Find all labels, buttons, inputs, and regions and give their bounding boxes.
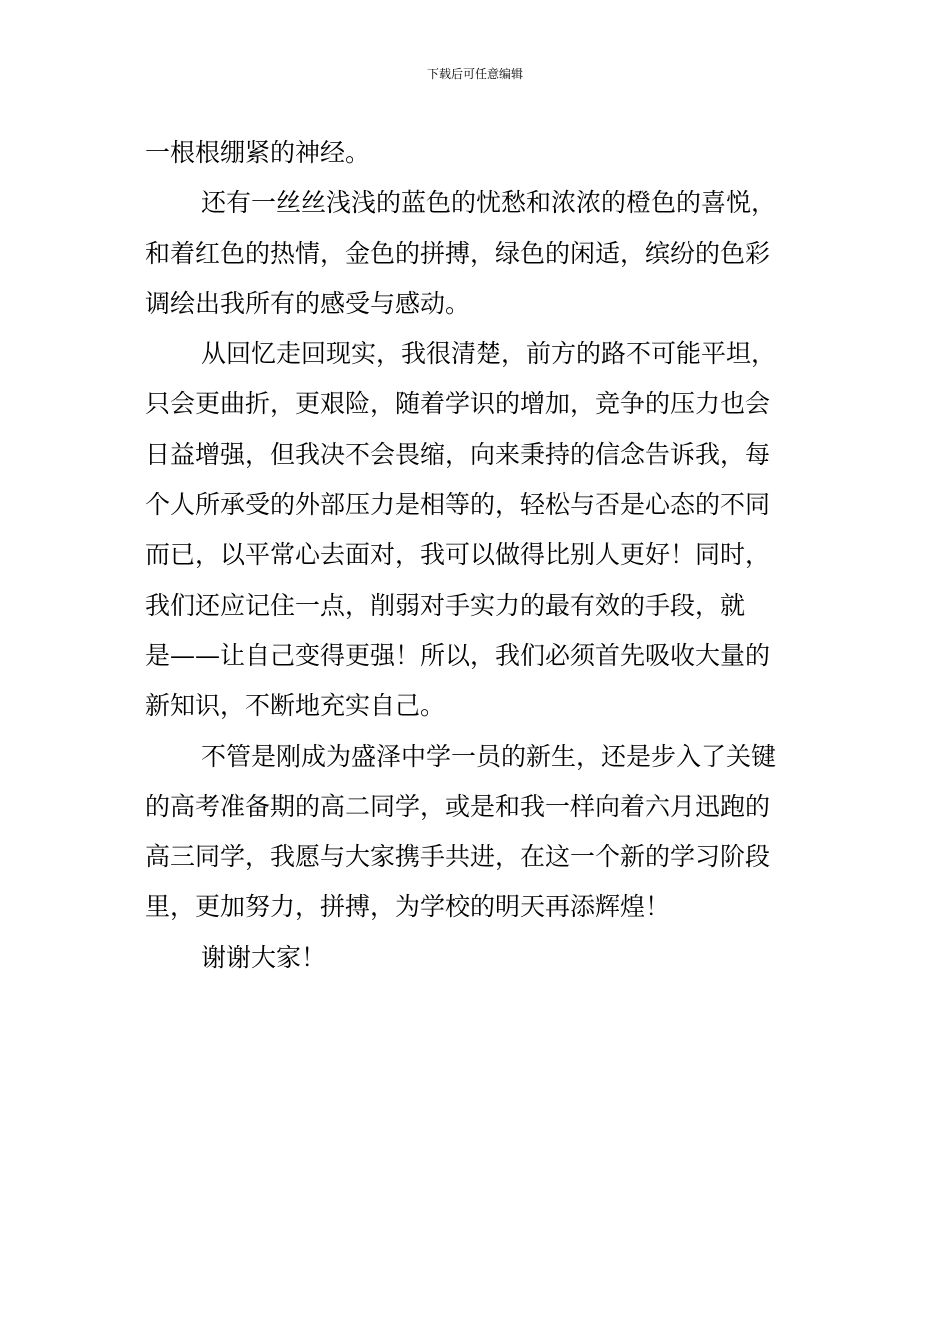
paragraph-line: 高三同学，我愿与大家携手共进，在这一个新的学习阶段 <box>145 842 771 872</box>
paragraph <box>145 329 807 731</box>
paragraph-line: 一根根绷紧的神经。 <box>145 138 371 167</box>
paragraph-line: 个人所承受的外部压力是相等的，轻松与否是心态的不同 <box>145 490 771 520</box>
paragraph-line: 和着红色的热情，金色的拼搏，绿色的闲适，缤纷的色彩 <box>145 238 771 268</box>
paragraph-line: 而已，以平常心去面对，我可以做得比别人更好！同时， <box>145 540 771 570</box>
paragraph-line: 从回忆走回现实，我很清楚，前方的路不可能平坦， <box>201 339 777 369</box>
paragraph-line: 是——让自己变得更强！所以，我们必须首先吸收大量的 <box>145 640 771 670</box>
paragraph-line: 的高考准备期的高二同学，或是和我一样向着六月迅跑的 <box>145 791 771 821</box>
page-header: 下载后可任意编辑 <box>426 67 523 81</box>
paragraph-line: 不管是刚成为盛泽中学一员的新生，还是步入了关键 <box>201 741 777 771</box>
document-body <box>145 128 807 983</box>
paragraph-line: 只会更曲折，更艰险，随着学识的增加，竞争的压力也会 <box>145 389 771 419</box>
paragraph-line: 我们还应记住一点，削弱对手实力的最有效的手段，就 <box>145 590 746 620</box>
paragraph <box>145 933 807 983</box>
paragraph-line: 还有一丝丝浅浅的蓝色的忧愁和浓浓的橙色的喜悦， <box>201 188 777 218</box>
paragraph-line: 新知识，不断地充实自己。 <box>145 691 446 721</box>
paragraph-line: 里，更加努力，拼搏，为学校的明天再添辉煌！ <box>145 892 671 922</box>
paragraph-line: 日益增强，但我决不会畏缩，向来秉持的信念告诉我，每 <box>145 439 771 469</box>
paragraph <box>145 732 807 933</box>
paragraph-line: 谢谢大家！ <box>201 942 327 972</box>
paragraph-line: 调绘出我所有的感受与感动。 <box>145 288 471 318</box>
paragraph <box>145 128 807 178</box>
paragraph <box>145 178 807 329</box>
